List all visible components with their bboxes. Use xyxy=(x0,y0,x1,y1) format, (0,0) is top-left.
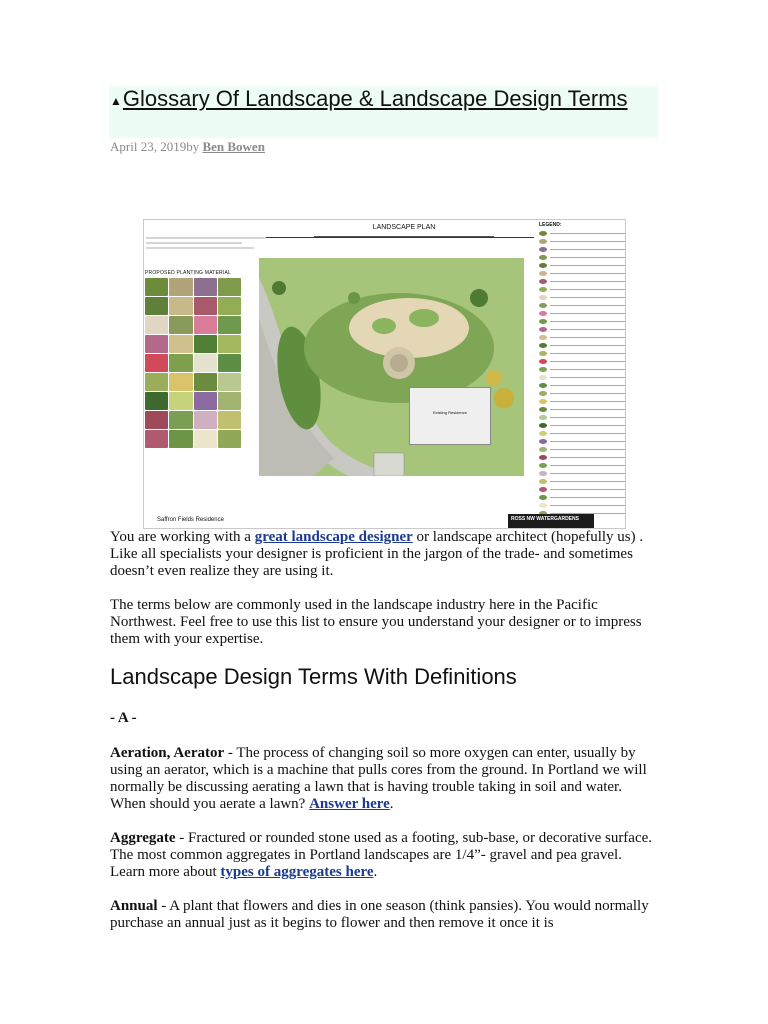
plant-swatch xyxy=(194,373,217,391)
plant-swatch xyxy=(169,297,192,315)
legend-row xyxy=(539,270,625,276)
plan-notes xyxy=(146,234,266,260)
plant-swatch xyxy=(145,278,168,296)
glossary-entry xyxy=(110,745,658,813)
legend-row xyxy=(539,390,625,396)
legend-row xyxy=(539,302,625,308)
legend-row xyxy=(539,398,625,404)
plant-swatch xyxy=(145,335,168,353)
plant-swatch xyxy=(169,316,192,334)
plant-swatch xyxy=(194,316,217,334)
glossary-entry xyxy=(110,830,658,881)
triangle-up-icon: ▲ xyxy=(110,94,122,108)
plant-swatch xyxy=(169,335,192,353)
post-date: April 23, 2019 xyxy=(110,139,187,154)
legend-row xyxy=(539,254,625,260)
plant-swatch xyxy=(194,354,217,372)
entry-after: . xyxy=(389,796,394,812)
plant-swatch xyxy=(194,430,217,448)
plant-material-title: PROPOSED PLANTING MATERIAL xyxy=(145,270,231,276)
legend-row xyxy=(539,318,625,324)
residence-footprint: Existing Residence xyxy=(409,387,491,445)
plant-swatch xyxy=(218,297,241,315)
legend-row xyxy=(539,366,625,372)
legend-row xyxy=(539,246,625,252)
legend-row xyxy=(539,310,625,316)
legend-row xyxy=(539,342,625,348)
plant-swatch xyxy=(218,373,241,391)
legend-row xyxy=(539,422,625,428)
landscape-plan-image xyxy=(143,219,626,529)
legend-row xyxy=(539,358,625,364)
plan-header-rule xyxy=(264,237,534,238)
entry-text: - The process of changing soil so more oxygen can enter, usually by using an aerator, which is a machine that pulls cores from the ground. In Portland we will normally be discussing aerating a lawn that is having trouble taking in soil and water. When should you aerate a lawn? xyxy=(110,745,647,812)
author-link[interactable]: Ben Bowen xyxy=(202,139,265,154)
legend-row xyxy=(539,438,625,444)
plant-swatch xyxy=(218,392,241,410)
by-label: by xyxy=(186,139,200,154)
plant-swatch xyxy=(194,335,217,353)
entry-term: Aggregate xyxy=(110,830,176,846)
plant-swatch xyxy=(194,278,217,296)
entry-link[interactable]: Answer here xyxy=(309,796,390,812)
legend-row xyxy=(539,350,625,356)
intro-paragraph xyxy=(110,529,658,580)
entry-term: Aeration, Aerator xyxy=(110,745,225,761)
legend-title: LEGEND: xyxy=(539,222,562,228)
entry-text: - A plant that flowers and dies in one season (think pansies). You would normally purchase an annual just as it begins to flower and then remove it once it is xyxy=(110,898,649,931)
letter-heading: - A - xyxy=(110,710,137,726)
plant-swatch xyxy=(169,373,192,391)
page-title xyxy=(110,86,650,114)
legend-row xyxy=(539,374,625,380)
plant-swatch xyxy=(169,430,192,448)
plant-swatch-grid xyxy=(145,278,241,500)
legend-row xyxy=(539,294,625,300)
plant-swatch xyxy=(145,297,168,315)
designer-link[interactable]: great landscape designer xyxy=(254,529,413,545)
company-logo: ROSS NW WATERGARDENS xyxy=(508,514,594,528)
plant-swatch xyxy=(145,354,168,372)
section-heading: Landscape Design Terms With Definitions xyxy=(110,664,517,689)
legend-row xyxy=(539,406,625,412)
plant-swatch xyxy=(218,411,241,429)
plant-swatch xyxy=(145,411,168,429)
plant-swatch xyxy=(169,278,192,296)
plant-swatch xyxy=(145,392,168,410)
plant-swatch xyxy=(218,316,241,334)
legend-row xyxy=(539,286,625,292)
legend-row xyxy=(539,278,625,284)
legend-row xyxy=(539,486,625,492)
legend-row xyxy=(539,334,625,340)
entry-term: Annual xyxy=(110,898,158,914)
intro-suffix: or landscape architect (hopefully us) . Like all specialists your designer is proficient in the jargon of the trade- and sometimes doesn’t even realize they are using it. xyxy=(110,529,644,579)
legend-row xyxy=(539,470,625,476)
glossary-entry xyxy=(110,898,658,932)
plant-swatch xyxy=(169,354,192,372)
legend-row xyxy=(539,382,625,388)
legend-row xyxy=(539,326,625,332)
legend-row xyxy=(539,414,625,420)
entry-after: . xyxy=(373,864,378,880)
plant-swatch xyxy=(145,430,168,448)
plant-swatch xyxy=(218,278,241,296)
plant-swatch xyxy=(145,316,168,334)
legend-row xyxy=(539,238,625,244)
plant-swatch xyxy=(194,411,217,429)
plant-swatch xyxy=(218,335,241,353)
legend-row xyxy=(539,446,625,452)
intro-prefix: You are working with a xyxy=(110,529,255,545)
plan-caption: Saffron Fields Residence xyxy=(157,517,224,523)
plant-swatch xyxy=(218,354,241,372)
plant-swatch xyxy=(194,297,217,315)
legend-row xyxy=(539,462,625,468)
plant-swatch xyxy=(145,373,168,391)
intro-paragraph-2: The terms below are commonly used in the landscape industry here in the Pacific Northwest. Feel free to use this list to ensure you understand your designer or to impress them with your expertise. xyxy=(110,597,642,647)
legend-row xyxy=(539,502,625,508)
legend-row xyxy=(539,454,625,460)
plant-swatch xyxy=(194,392,217,410)
plan-legend xyxy=(539,222,625,512)
entry-text: - Fractured or rounded stone used as a footing, sub-base, or decorative surface. The most common aggregates in Portland landscapes are 1/4”- gravel and pea gravel. Learn more about xyxy=(110,830,653,880)
plant-swatch xyxy=(169,411,192,429)
entry-link[interactable]: types of aggregates here xyxy=(220,864,374,880)
legend-row xyxy=(539,262,625,268)
legend-row xyxy=(539,494,625,500)
legend-row xyxy=(539,230,625,236)
post-meta xyxy=(110,139,265,155)
plant-swatch xyxy=(169,392,192,410)
title-link[interactable]: Glossary Of Landscape & Landscape Design Terms xyxy=(122,86,628,111)
plant-swatch xyxy=(218,430,241,448)
plan-heading: LANDSCAPE PLAN xyxy=(314,220,494,237)
legend-row xyxy=(539,478,625,484)
legend-row xyxy=(539,430,625,436)
